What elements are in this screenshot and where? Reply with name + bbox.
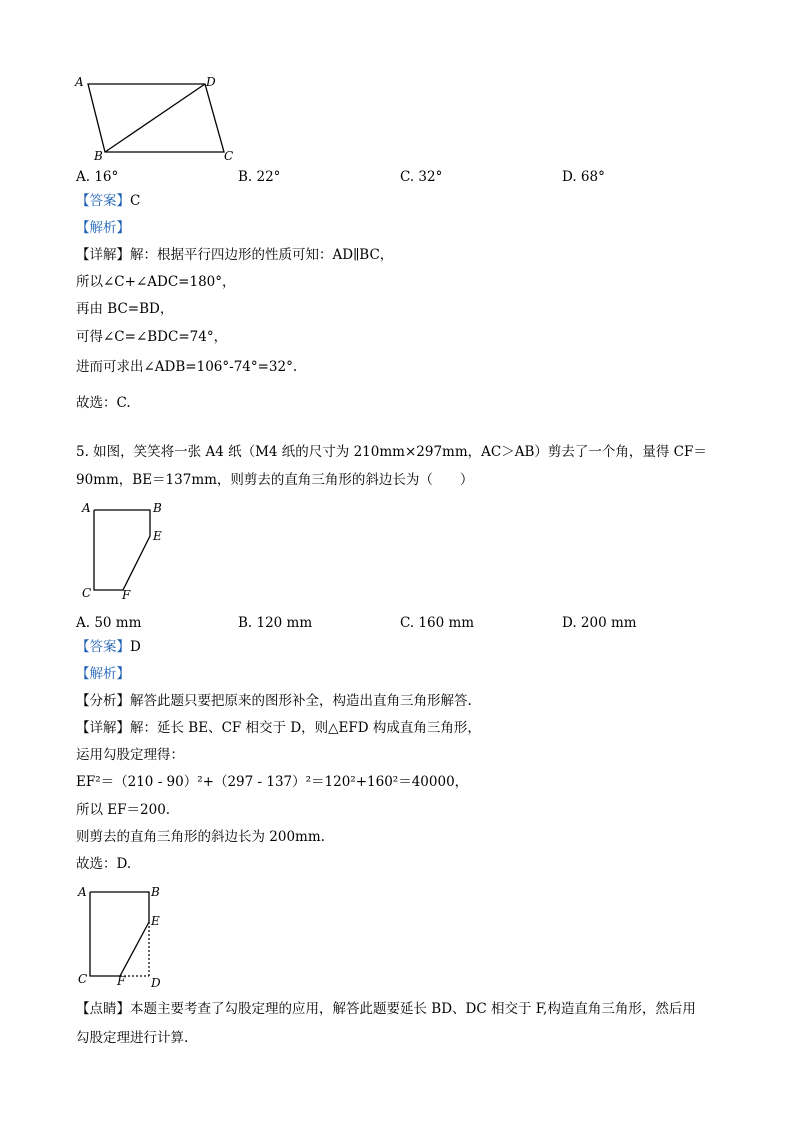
- q4-detail-line-1: [76, 246, 393, 264]
- figure2-label-d: D: [151, 976, 161, 990]
- figure2-label-b: B: [151, 885, 160, 899]
- q5-question-line-2: 90mm，BE＝137mm，则剪去的直角三角形的斜边长为（ ）: [76, 472, 474, 488]
- q4-option-d: D. 68°: [562, 169, 605, 185]
- q5-detail-line-6: 故选：D.: [76, 856, 132, 872]
- fenxi-tag: 【分析】: [76, 693, 130, 709]
- q5-fenxi-line: [76, 692, 472, 710]
- answer-value: D: [130, 639, 141, 655]
- cut-paper-shape: [94, 510, 150, 590]
- figure2-label-a: A: [78, 885, 87, 899]
- q4-option-a: A. 16°: [76, 169, 119, 185]
- vertex-label-d: D: [206, 75, 216, 89]
- cut-paper-figure: [78, 498, 178, 602]
- answer-tag: 【答案】: [76, 639, 130, 655]
- q4-answer-line: [76, 192, 140, 210]
- parallelogram-figure: [70, 70, 240, 170]
- q5-option-b: B. 120 mm: [238, 615, 313, 631]
- q5-detail-line-1: [76, 719, 481, 737]
- dianjing-text: 本题主要考查了勾股定理的应用，解答此题要延长 BD、DC 相交于 F,构造直角三角形，然后用: [130, 1001, 696, 1017]
- figure1-label-b: B: [153, 501, 162, 515]
- q5-option-c: C. 160 mm: [400, 615, 475, 631]
- vertex-label-c: C: [224, 149, 234, 163]
- q4-detail-line-6: 故选：C.: [76, 395, 131, 411]
- q5-detail-line-3: EF²＝（210 - 90）²+（297 - 137）²＝120²+160²＝40000，: [76, 774, 469, 790]
- detail-tag: 【详解】: [76, 247, 130, 263]
- figure1-label-e: E: [153, 529, 162, 543]
- analysis-tag: 【解析】: [76, 666, 130, 682]
- analysis-tag: 【解析】: [76, 220, 130, 236]
- q5-option-d: D. 200 mm: [562, 615, 637, 631]
- q5-detail-line-2: 运用勾股定理得：: [76, 747, 184, 763]
- q4-detail-line-3: 再由 BC=BD，: [76, 301, 174, 317]
- detail-text: 解：根据平行四边形的性质可知：AD∥BC，: [130, 247, 394, 263]
- q4-detail-line-5: 进而可求出∠ADB=106°-74°=32°.: [76, 359, 298, 375]
- q4-option-b: B. 22°: [238, 169, 281, 185]
- vertex-label-b: B: [94, 149, 103, 163]
- figure1-label-c: C: [82, 586, 92, 600]
- q5-detail-line-5: 则剪去的直角三角形的斜边长为 200mm.: [76, 829, 325, 845]
- completed-rectangle-figure: [72, 882, 172, 990]
- q5-detail-line-4: 所以 EF＝200.: [76, 802, 171, 818]
- q5-dianjing-line-1: [76, 1000, 696, 1018]
- cut-paper-shape-2: [90, 892, 149, 976]
- vertex-label-a: A: [75, 75, 84, 89]
- figure1-label-a: A: [82, 501, 91, 515]
- q4-option-c: C. 32°: [400, 169, 443, 185]
- figure2-label-e: E: [151, 914, 160, 928]
- q4-detail-line-2: 所以∠C+∠ADC=180°，: [76, 274, 236, 290]
- detail-text: 解：延长 BE、CF 相交于 D，则△EFD 构成直角三角形，: [130, 720, 481, 736]
- figure2-label-f: F: [117, 974, 126, 988]
- figure1-label-f: F: [122, 588, 131, 602]
- figure2-label-c: C: [78, 972, 88, 986]
- answer-tag: 【答案】: [76, 193, 130, 209]
- q5-question-line-1: 5. 如图，笑笑将一张 A4 纸（M4 纸的尺寸为 210mm×297mm，AC＞AB）剪去了一个角，量得 CF＝: [76, 444, 707, 460]
- q5-analysis-line: [76, 665, 130, 683]
- q5-dianjing-line-2: 勾股定理进行计算.: [76, 1030, 189, 1046]
- q4-analysis-line: [76, 219, 130, 237]
- q5-option-a: A. 50 mm: [76, 615, 142, 631]
- detail-tag: 【详解】: [76, 720, 130, 736]
- answer-value: C: [130, 193, 141, 209]
- diagonal-bd: [105, 84, 205, 152]
- q4-detail-line-4: 可得∠C=∠BDC=74°，: [76, 329, 228, 345]
- dianjing-tag: 【点睛】: [76, 1001, 130, 1017]
- q5-answer-line: [76, 638, 141, 656]
- fenxi-text: 解答此题只要把原来的图形补全，构造出直角三角形解答.: [130, 693, 472, 709]
